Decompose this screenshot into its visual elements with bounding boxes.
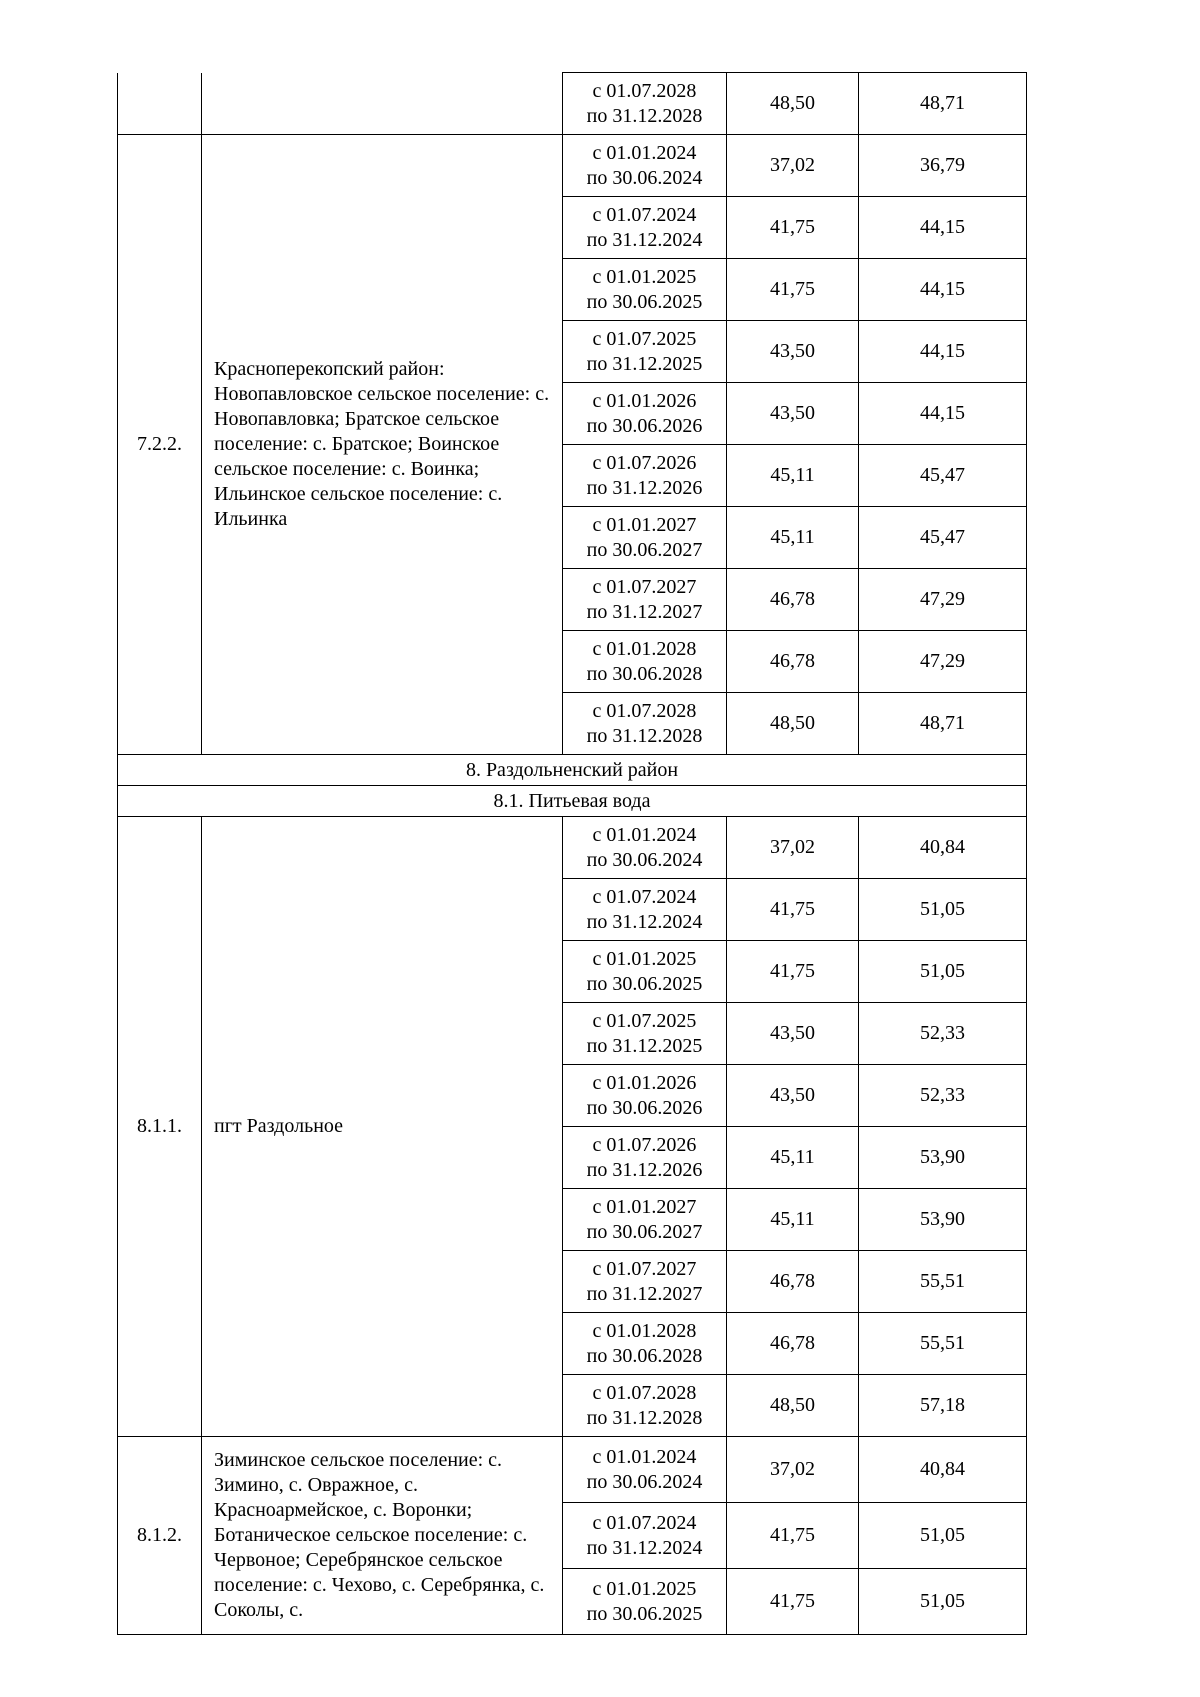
period-to: по 30.06.2027 <box>586 538 703 561</box>
value-2-cell: 47,29 <box>859 569 1027 631</box>
period-cell <box>563 817 727 879</box>
period-from: с 01.07.2026 <box>592 1133 697 1156</box>
period-cell <box>563 135 727 197</box>
period-cell <box>563 569 727 631</box>
period-cell <box>563 73 727 135</box>
period-to: по 31.12.2025 <box>586 1034 703 1057</box>
period-from: с 01.07.2028 <box>592 79 697 102</box>
value-1-cell: 46,78 <box>727 631 859 693</box>
period-cell <box>563 1251 727 1313</box>
value-1-cell: 41,75 <box>727 259 859 321</box>
value-2-cell: 51,05 <box>859 941 1027 1003</box>
period-cell <box>563 1189 727 1251</box>
value-2-cell: 51,05 <box>859 1569 1027 1635</box>
period-from: с 01.01.2027 <box>592 1195 697 1218</box>
value-1-cell: 46,78 <box>727 569 859 631</box>
period-to: по 30.06.2026 <box>586 1096 703 1119</box>
period-from: с 01.07.2027 <box>592 1257 697 1280</box>
value-2-cell: 48,71 <box>859 693 1027 755</box>
value-1-cell: 48,50 <box>727 1375 859 1437</box>
period-cell <box>563 941 727 1003</box>
value-2-cell: 55,51 <box>859 1313 1027 1375</box>
period-cell <box>563 879 727 941</box>
value-1-cell: 37,02 <box>727 1437 859 1503</box>
period-cell <box>563 1127 727 1189</box>
period-to: по 30.06.2027 <box>586 1220 703 1243</box>
period-cell <box>563 321 727 383</box>
value-2-cell: 45,47 <box>859 445 1027 507</box>
value-2-cell: 36,79 <box>859 135 1027 197</box>
period-to: по 30.06.2024 <box>586 166 703 189</box>
period-from: с 01.07.2025 <box>592 1009 697 1032</box>
period-from: с 01.01.2024 <box>592 1445 697 1468</box>
value-2-cell: 53,90 <box>859 1127 1027 1189</box>
period-from: с 01.01.2024 <box>592 141 697 164</box>
value-2-cell: 51,05 <box>859 1503 1027 1569</box>
period-to: по 30.06.2025 <box>586 290 703 313</box>
period-to: по 30.06.2028 <box>586 1344 703 1367</box>
value-2-cell: 51,05 <box>859 879 1027 941</box>
period-from: с 01.07.2024 <box>592 1511 697 1534</box>
period-from: с 01.01.2025 <box>592 265 697 288</box>
period-from: с 01.01.2025 <box>592 1577 697 1600</box>
period-from: с 01.01.2025 <box>592 947 697 970</box>
value-1-cell: 41,75 <box>727 1503 859 1569</box>
row-number-cell: 7.2.2. <box>118 135 202 755</box>
value-2-cell: 48,71 <box>859 73 1027 135</box>
period-from: с 01.01.2028 <box>592 637 697 660</box>
tariff-table <box>117 72 1027 1635</box>
value-2-cell: 57,18 <box>859 1375 1027 1437</box>
period-from: с 01.07.2026 <box>592 451 697 474</box>
period-to: по 31.12.2024 <box>586 228 703 251</box>
value-1-cell: 45,11 <box>727 445 859 507</box>
value-2-cell: 52,33 <box>859 1003 1027 1065</box>
period-from: с 01.07.2025 <box>592 327 697 350</box>
value-1-cell: 45,11 <box>727 1189 859 1251</box>
value-1-cell: 41,75 <box>727 1569 859 1635</box>
period-to: по 31.12.2028 <box>586 1406 703 1429</box>
value-1-cell: 37,02 <box>727 135 859 197</box>
value-2-cell: 40,84 <box>859 1437 1027 1503</box>
period-cell <box>563 1437 727 1503</box>
value-1-cell: 48,50 <box>727 73 859 135</box>
settlement-cell: Зиминское сельское поселение: с. Зимино, с. Овражное, с. Красноармейское, с. Воронки; Ботаническое сельское поселение: с. Червоное; Серебрянское сельское поселение: с. Чехово, с. Серебрянка, с. Соколы, с. <box>202 1437 563 1635</box>
value-1-cell: 43,50 <box>727 321 859 383</box>
value-1-cell: 43,50 <box>727 1003 859 1065</box>
row-number-cell <box>118 73 202 135</box>
period-cell <box>563 507 727 569</box>
table-row <box>118 135 1027 197</box>
value-1-cell: 45,11 <box>727 507 859 569</box>
period-cell <box>563 1313 727 1375</box>
period-to: по 31.12.2024 <box>586 910 703 933</box>
section-title: 8. Раздольненский район <box>118 755 1027 786</box>
period-from: с 01.01.2027 <box>592 513 697 536</box>
period-to: по 31.12.2026 <box>586 476 703 499</box>
value-1-cell: 46,78 <box>727 1251 859 1313</box>
period-from: с 01.01.2026 <box>592 389 697 412</box>
value-1-cell: 48,50 <box>727 693 859 755</box>
settlement-cell: пгт Раздольное <box>202 817 563 1437</box>
period-from: с 01.07.2028 <box>592 699 697 722</box>
section-header-row <box>118 755 1027 786</box>
period-to: по 31.12.2027 <box>586 600 703 623</box>
value-1-cell: 41,75 <box>727 941 859 1003</box>
value-2-cell: 45,47 <box>859 507 1027 569</box>
period-cell <box>563 197 727 259</box>
subsection-header-row <box>118 786 1027 817</box>
value-2-cell: 40,84 <box>859 817 1027 879</box>
value-1-cell: 43,50 <box>727 1065 859 1127</box>
row-number-cell: 8.1.1. <box>118 817 202 1437</box>
period-to: по 30.06.2024 <box>586 1470 703 1493</box>
period-from: с 01.01.2024 <box>592 823 697 846</box>
period-from: с 01.01.2028 <box>592 1319 697 1342</box>
value-2-cell: 47,29 <box>859 631 1027 693</box>
value-2-cell: 44,15 <box>859 259 1027 321</box>
period-to: по 30.06.2026 <box>586 414 703 437</box>
settlement-cell <box>202 73 563 135</box>
period-to: по 30.06.2025 <box>586 1602 703 1625</box>
period-to: по 31.12.2025 <box>586 352 703 375</box>
value-2-cell: 55,51 <box>859 1251 1027 1313</box>
period-to: по 30.06.2024 <box>586 848 703 871</box>
period-to: по 31.12.2024 <box>586 1536 703 1559</box>
period-from: с 01.01.2026 <box>592 1071 697 1094</box>
value-2-cell: 44,15 <box>859 197 1027 259</box>
period-cell <box>563 1503 727 1569</box>
period-cell <box>563 693 727 755</box>
period-to: по 30.06.2028 <box>586 662 703 685</box>
value-2-cell: 44,15 <box>859 383 1027 445</box>
period-from: с 01.07.2027 <box>592 575 697 598</box>
period-cell <box>563 1065 727 1127</box>
period-to: по 31.12.2028 <box>586 724 703 747</box>
period-to: по 31.12.2027 <box>586 1282 703 1305</box>
table-row <box>118 817 1027 879</box>
period-to: по 31.12.2026 <box>586 1158 703 1181</box>
period-cell <box>563 631 727 693</box>
value-1-cell: 45,11 <box>727 1127 859 1189</box>
value-1-cell: 46,78 <box>727 1313 859 1375</box>
table-row <box>118 1437 1027 1503</box>
value-1-cell: 37,02 <box>727 817 859 879</box>
value-2-cell: 52,33 <box>859 1065 1027 1127</box>
period-cell <box>563 1375 727 1437</box>
period-to: по 31.12.2028 <box>586 104 703 127</box>
period-cell <box>563 259 727 321</box>
period-from: с 01.07.2028 <box>592 1381 697 1404</box>
period-cell <box>563 1569 727 1635</box>
value-2-cell: 44,15 <box>859 321 1027 383</box>
value-1-cell: 41,75 <box>727 197 859 259</box>
subsection-title: 8.1. Питьевая вода <box>118 786 1027 817</box>
period-from: с 01.07.2024 <box>592 203 697 226</box>
period-cell <box>563 445 727 507</box>
row-number-cell: 8.1.2. <box>118 1437 202 1635</box>
value-1-cell: 41,75 <box>727 879 859 941</box>
period-from: с 01.07.2024 <box>592 885 697 908</box>
period-cell <box>563 1003 727 1065</box>
value-2-cell: 53,90 <box>859 1189 1027 1251</box>
value-1-cell: 43,50 <box>727 383 859 445</box>
period-cell <box>563 383 727 445</box>
table-row <box>118 73 1027 135</box>
settlement-cell: Красноперекопский район: Новопавловское сельское поселение: с. Новопавловка; Братское сельское поселение: с. Братское; Воинское сельское поселение: с. Воинка; Ильинское сельское поселение: с. Ильинка <box>202 135 563 755</box>
period-to: по 30.06.2025 <box>586 972 703 995</box>
